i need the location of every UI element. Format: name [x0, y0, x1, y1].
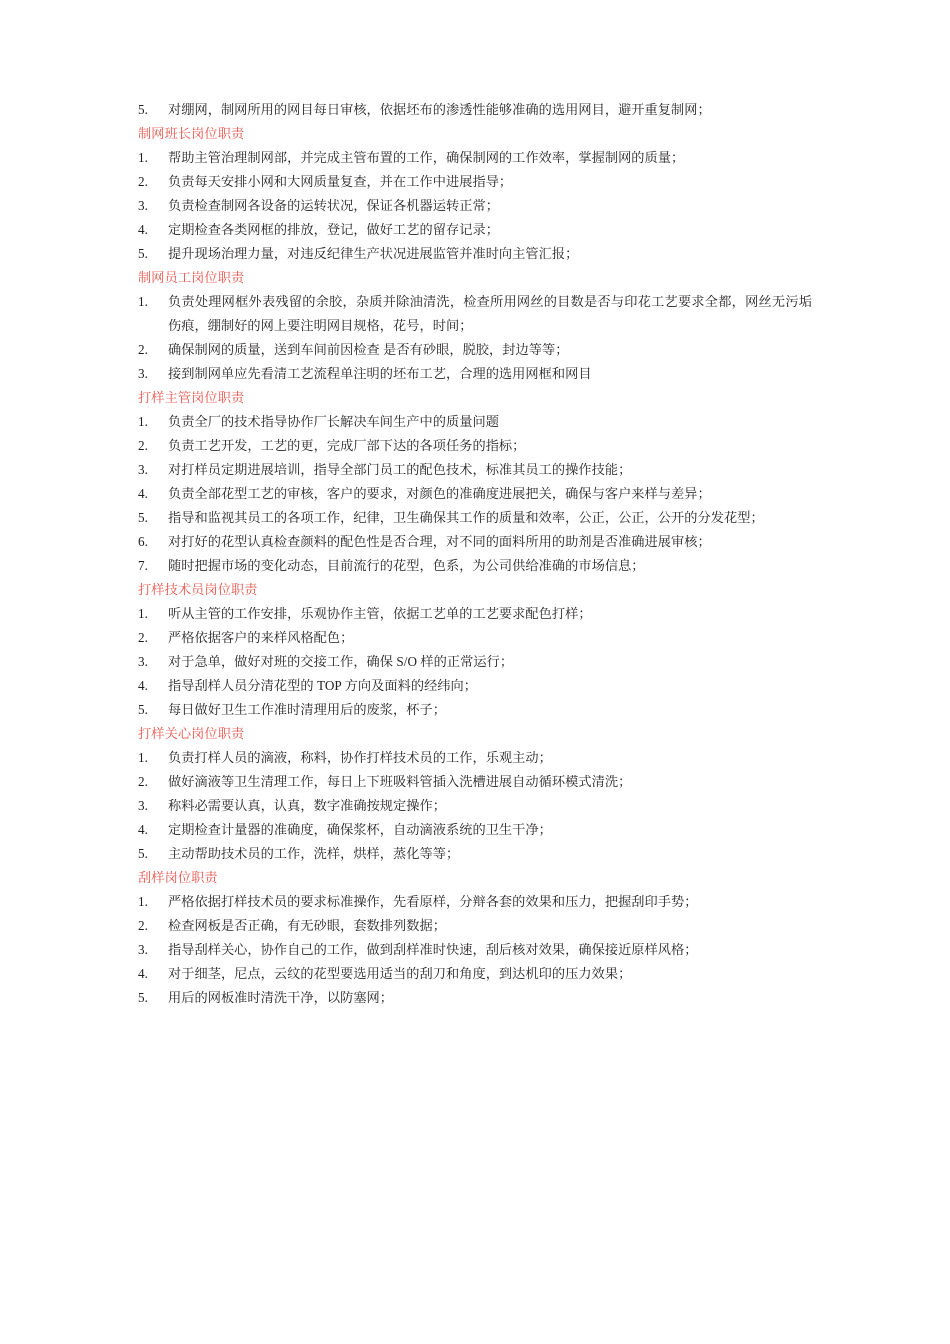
list-item: [138, 218, 812, 242]
list-item-text: 负责每天安排小网和大网质量复查，并在工作中进展指导；: [168, 174, 513, 189]
list-item: [138, 746, 812, 770]
responsibility-list: [138, 890, 812, 1010]
list-item: [138, 530, 812, 554]
list-item: [138, 434, 812, 458]
list-item-text: 主动帮助技术员的工作，洗样，烘样，蒸化等等；: [168, 846, 460, 861]
list-item-text: 指导刮样关心，协作自己的工作，做到刮样准时快速，刮后核对效果，确保接近原样风格；: [168, 942, 698, 957]
document-section: [138, 386, 812, 578]
list-item-text: 对于细茎，尼点，云纹的花型要选用适当的刮刀和角度，到达机印的压力效果；: [168, 966, 632, 981]
list-item-text: 每日做好卫生工作准时清理用后的废浆，杯子；: [168, 702, 446, 717]
responsibility-list: [138, 146, 812, 266]
list-item: [138, 626, 812, 650]
list-item: [138, 242, 812, 266]
list-item-text: 检查网板是否正确，有无砂眼，套数排列数据；: [168, 918, 446, 933]
list-item-text: 负责打样人员的滴液，称料，协作打样技术员的工作，乐观主动；: [168, 750, 552, 765]
list-item-text: 负责检查制网各设备的运转状况，保证各机器运转正常；: [168, 198, 499, 213]
responsibility-list: [138, 410, 812, 578]
list-item-text: 指导刮样人员分清花型的 TOP 方向及面料的经纬向；: [168, 678, 478, 693]
list-item: [138, 170, 812, 194]
list-item: [138, 458, 812, 482]
list-item-text: 负责全部花型工艺的审核，客户的要求，对颜色的准确度进展把关，确保与客户来样与差异；: [168, 486, 711, 501]
list-item-text: 严格依据打样技术员的要求标准操作，先看原样，分辩各套的效果和压力，把握刮印手势；: [168, 894, 698, 909]
list-item-text: 定期检查计量器的准确度，确保浆杯，自动滴液系统的卫生干净；: [168, 822, 552, 837]
list-item: [138, 362, 812, 386]
list-item-text: 负责处理网框外表残留的余胶，杂质并除油清洗，检查所用网丝的目数是否与印花工艺要求全都，网丝无污垢伤痕，绷制好的网上要注明网目规格，花号，时间；: [168, 294, 812, 333]
list-item-text: 随时把握市场的变化动态，目前流行的花型，色系，为公司供给准确的市场信息；: [168, 558, 645, 573]
list-item: [138, 506, 812, 530]
responsibility-list: [138, 290, 812, 386]
list-item-text: 对于急单，做好对班的交接工作，确保 S/O 样的正常运行；: [168, 654, 514, 669]
responsibility-list: [138, 602, 812, 722]
list-item: [138, 962, 812, 986]
document-section: [138, 266, 812, 386]
list-item: [138, 650, 812, 674]
section-heading: 制网员工岗位职责: [138, 270, 245, 285]
list-item: [138, 674, 812, 698]
list-item: [138, 482, 812, 506]
list-item-text: 帮助主管治理制网部，并完成主管布置的工作，确保制网的工作效率，掌握制网的质量；: [168, 150, 685, 165]
list-item: [138, 194, 812, 218]
list-item-text: 提升现场治理力量，对违反纪律生产状况进展监管并准时向主管汇报；: [168, 246, 579, 261]
document-section: [138, 722, 812, 866]
section-heading: 打样关心岗位职责: [138, 726, 245, 741]
list-item: [138, 290, 812, 338]
responsibility-list: [138, 98, 812, 122]
list-item: [138, 842, 812, 866]
list-item: [138, 338, 812, 362]
document-section: [138, 578, 812, 722]
list-item-text: 称料必需要认真，认真，数字准确按规定操作；: [168, 798, 446, 813]
list-item: [138, 554, 812, 578]
section-heading: 打样技术员岗位职责: [138, 582, 258, 597]
list-item: [138, 146, 812, 170]
list-item-text: 接到制网单应先看清工艺流程单注明的坯布工艺，合理的选用网框和网目: [168, 366, 592, 381]
list-item-text: 对打样员定期进展培训，指导全部门员工的配色技术，标准其员工的操作技能；: [168, 462, 632, 477]
list-item: [138, 698, 812, 722]
document-body: [138, 98, 812, 1010]
list-item-text: 听从主管的工作安排，乐观协作主管，依据工艺单的工艺要求配色打样；: [168, 606, 592, 621]
list-item: [138, 986, 812, 1010]
list-item-text: 做好滴液等卫生清理工作，每日上下班吸料管插入洗槽进展自动循环模式清洗；: [168, 774, 632, 789]
responsibility-list: [138, 746, 812, 866]
list-item-text: 对绷网，制网所用的网目每日审核，依据坯布的渗透性能够准确的选用网目，避开重复制网；: [168, 102, 711, 117]
list-item-text: 负责全厂的技术指导协作厂长解决车间生产中的质量问题: [168, 414, 499, 429]
list-item-text: 定期检查各类网框的排放，登记，做好工艺的留存记录；: [168, 222, 499, 237]
list-item: [138, 914, 812, 938]
list-item-text: 对打好的花型认真检查颜料的配色性是否合理，对不同的面料所用的助剂是否准确进展审核；: [168, 534, 711, 549]
list-item: [138, 818, 812, 842]
list-item-text: 用后的网板准时清洗干净，以防塞网；: [168, 990, 394, 1005]
list-item: [138, 794, 812, 818]
list-item-text: 负责工艺开发，工艺的更，完成厂部下达的各项任务的指标；: [168, 438, 526, 453]
list-item: [138, 602, 812, 626]
list-item-text: 严格依据客户的来样风格配色；: [168, 630, 354, 645]
list-item-text: 指导和监视其员工的各项工作，纪律，卫生确保其工作的质量和效率，公正，公正，公开的分发花型；: [168, 510, 764, 525]
list-item: [138, 410, 812, 434]
document-section: [138, 866, 812, 1010]
list-item: [138, 98, 812, 122]
list-item-text: 确保制网的质量，送到车间前因检查 是否有砂眼，脱胶，封边等等；: [168, 342, 569, 357]
section-heading: 刮样岗位职责: [138, 870, 218, 885]
section-heading: 打样主管岗位职责: [138, 390, 245, 405]
list-item: [138, 938, 812, 962]
document-section: [138, 122, 812, 266]
section-heading: 制网班长岗位职责: [138, 126, 245, 141]
document-section: [138, 98, 812, 122]
list-item: [138, 770, 812, 794]
list-item: [138, 890, 812, 914]
